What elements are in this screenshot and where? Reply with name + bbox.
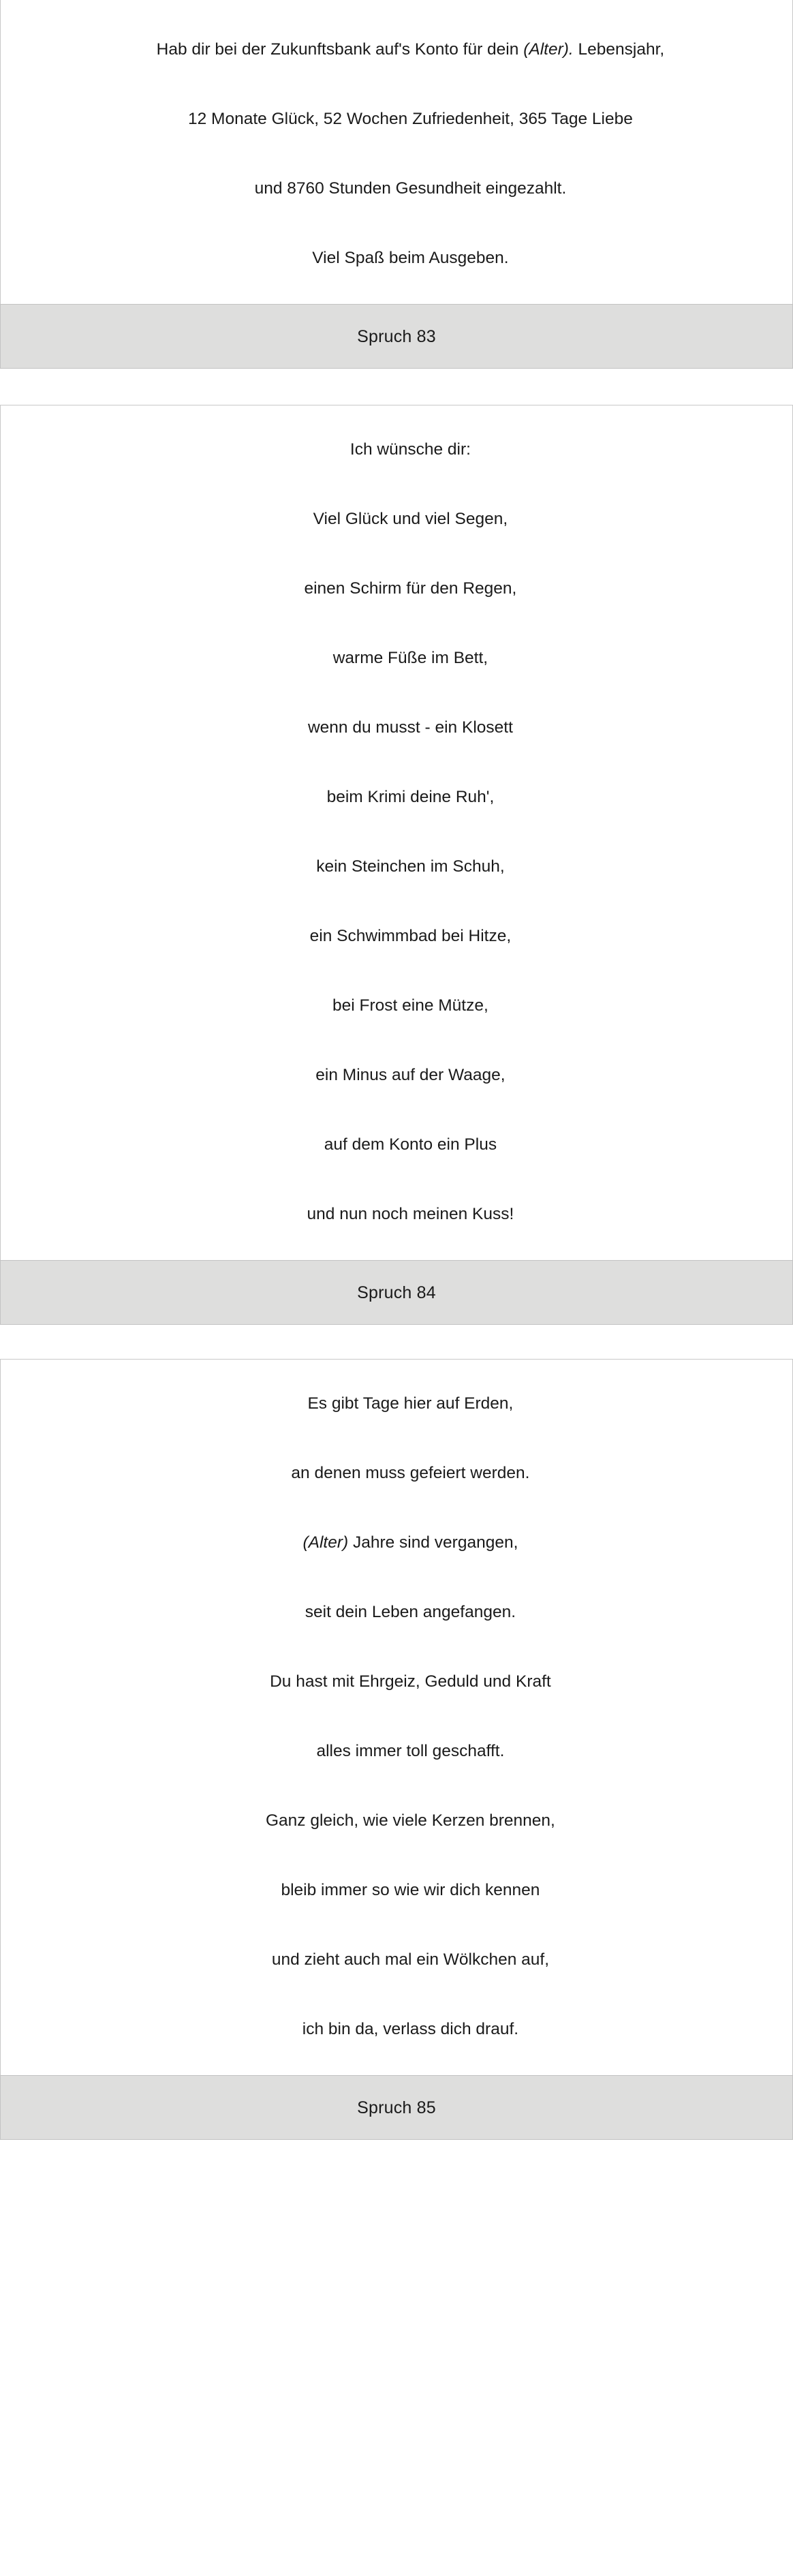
verse-line [1, 1508, 792, 1578]
verse-line [1, 763, 792, 832]
verse-line-text-8: bei Frost eine Mütze, [332, 996, 488, 1015]
verse-line [1, 1647, 792, 1717]
verse-line-text-7: ein Schwimmbad bei Hitze, [309, 927, 512, 945]
verse-spruch-84 [0, 1359, 793, 2075]
verse-line [1, 1856, 792, 1925]
verse-line [1, 902, 792, 971]
verse-line-text-4: wenn du musst - ein Klosett [307, 718, 513, 737]
verse-line [1, 1925, 792, 1995]
verse-line [1, 415, 792, 485]
verse-line-text-9: ein Minus auf der Waage, [315, 1066, 506, 1084]
heading-spruch-84 [0, 1260, 793, 1325]
verse-line [1, 224, 792, 293]
verse-line [1, 1717, 792, 1786]
heading-spruch-83 [0, 304, 793, 369]
verse-line-text-1: an denen muss gefeiert werden. [291, 1464, 530, 1482]
verse-line-text-1: Viel Glück und viel Segen, [313, 510, 508, 528]
verse-line-text-1: 12 Monate Glück, 52 Wochen Zufriedenheit, 365 Tage Liebe [187, 110, 633, 128]
verse-line [1, 554, 792, 624]
verse-line-text-3: Viel Spaß beim Ausgeben. [312, 249, 509, 267]
verse-line-text-2: einen Schirm für den Regen, [304, 579, 517, 598]
verse-line [1, 85, 792, 154]
verse-line-text-9: ich bin da, verlass dich drauf. [302, 2020, 519, 2038]
verse-line-text-5: beim Krimi deine Ruh', [326, 788, 495, 806]
verse-line-text-10: auf dem Konto ein Plus [324, 1135, 497, 1154]
verse-line-text-3: seit dein Leben angefangen. [305, 1603, 516, 1621]
verse-line-text-2: (Alter) Jahre sind vergangen, [302, 1533, 518, 1552]
verse-line-text-0: Es gibt Tage hier auf Erden, [307, 1394, 514, 1413]
verse-line [1, 485, 792, 554]
verse-line [1, 971, 792, 1041]
verse-line-text-11: und nun noch meinen Kuss! [307, 1205, 514, 1223]
verse-line-text-0: Hab dir bei der Zukunftsbank auf's Konto für dein (Alter). Lebensjahr, [156, 40, 665, 59]
verse-line-text-8: und zieht auch mal ein Wölkchen auf, [271, 1950, 550, 1969]
verse-spruch-82 [0, 0, 793, 304]
verse-line [1, 154, 792, 224]
verse-line [1, 832, 792, 902]
verse-line-text-6: kein Steinchen im Schuh, [316, 857, 505, 876]
verse-line [1, 1180, 792, 1249]
verse-line-text-7: bleib immer so wie wir dich kennen [281, 1881, 540, 1899]
spacer [0, 369, 793, 405]
verse-line [1, 1439, 792, 1508]
verse-line [1, 1041, 792, 1110]
verse-line [1, 1369, 792, 1439]
page-bottom-whitespace [0, 2140, 793, 2576]
heading-spruch-85 [0, 2075, 793, 2140]
verse-line [1, 15, 792, 85]
verse-line-text-6: Ganz gleich, wie viele Kerzen brennen, [265, 1811, 555, 1830]
verse-line [1, 1110, 792, 1180]
verse-line-text-0: Ich wünsche dir: [349, 440, 471, 459]
verse-line [1, 1995, 792, 2064]
verse-line-text-3: warme Füße im Bett, [332, 649, 488, 667]
verse-line-text-4: Du hast mit Ehrgeiz, Geduld und Kraft [270, 1672, 551, 1691]
verse-line [1, 1578, 792, 1647]
heading-text: Spruch 83 [357, 326, 436, 346]
spacer [0, 1325, 793, 1359]
verse-line [1, 624, 792, 693]
verse-line [1, 1786, 792, 1856]
heading-text: Spruch 84 [357, 1283, 436, 1302]
verse-line-text-2: und 8760 Stunden Gesundheit eingezahlt. [254, 179, 567, 198]
verse-spruch-83 [0, 405, 793, 1260]
verse-line [1, 693, 792, 763]
verse-line-text-5: alles immer toll geschafft. [316, 1742, 505, 1760]
heading-text: Spruch 85 [357, 2098, 436, 2117]
